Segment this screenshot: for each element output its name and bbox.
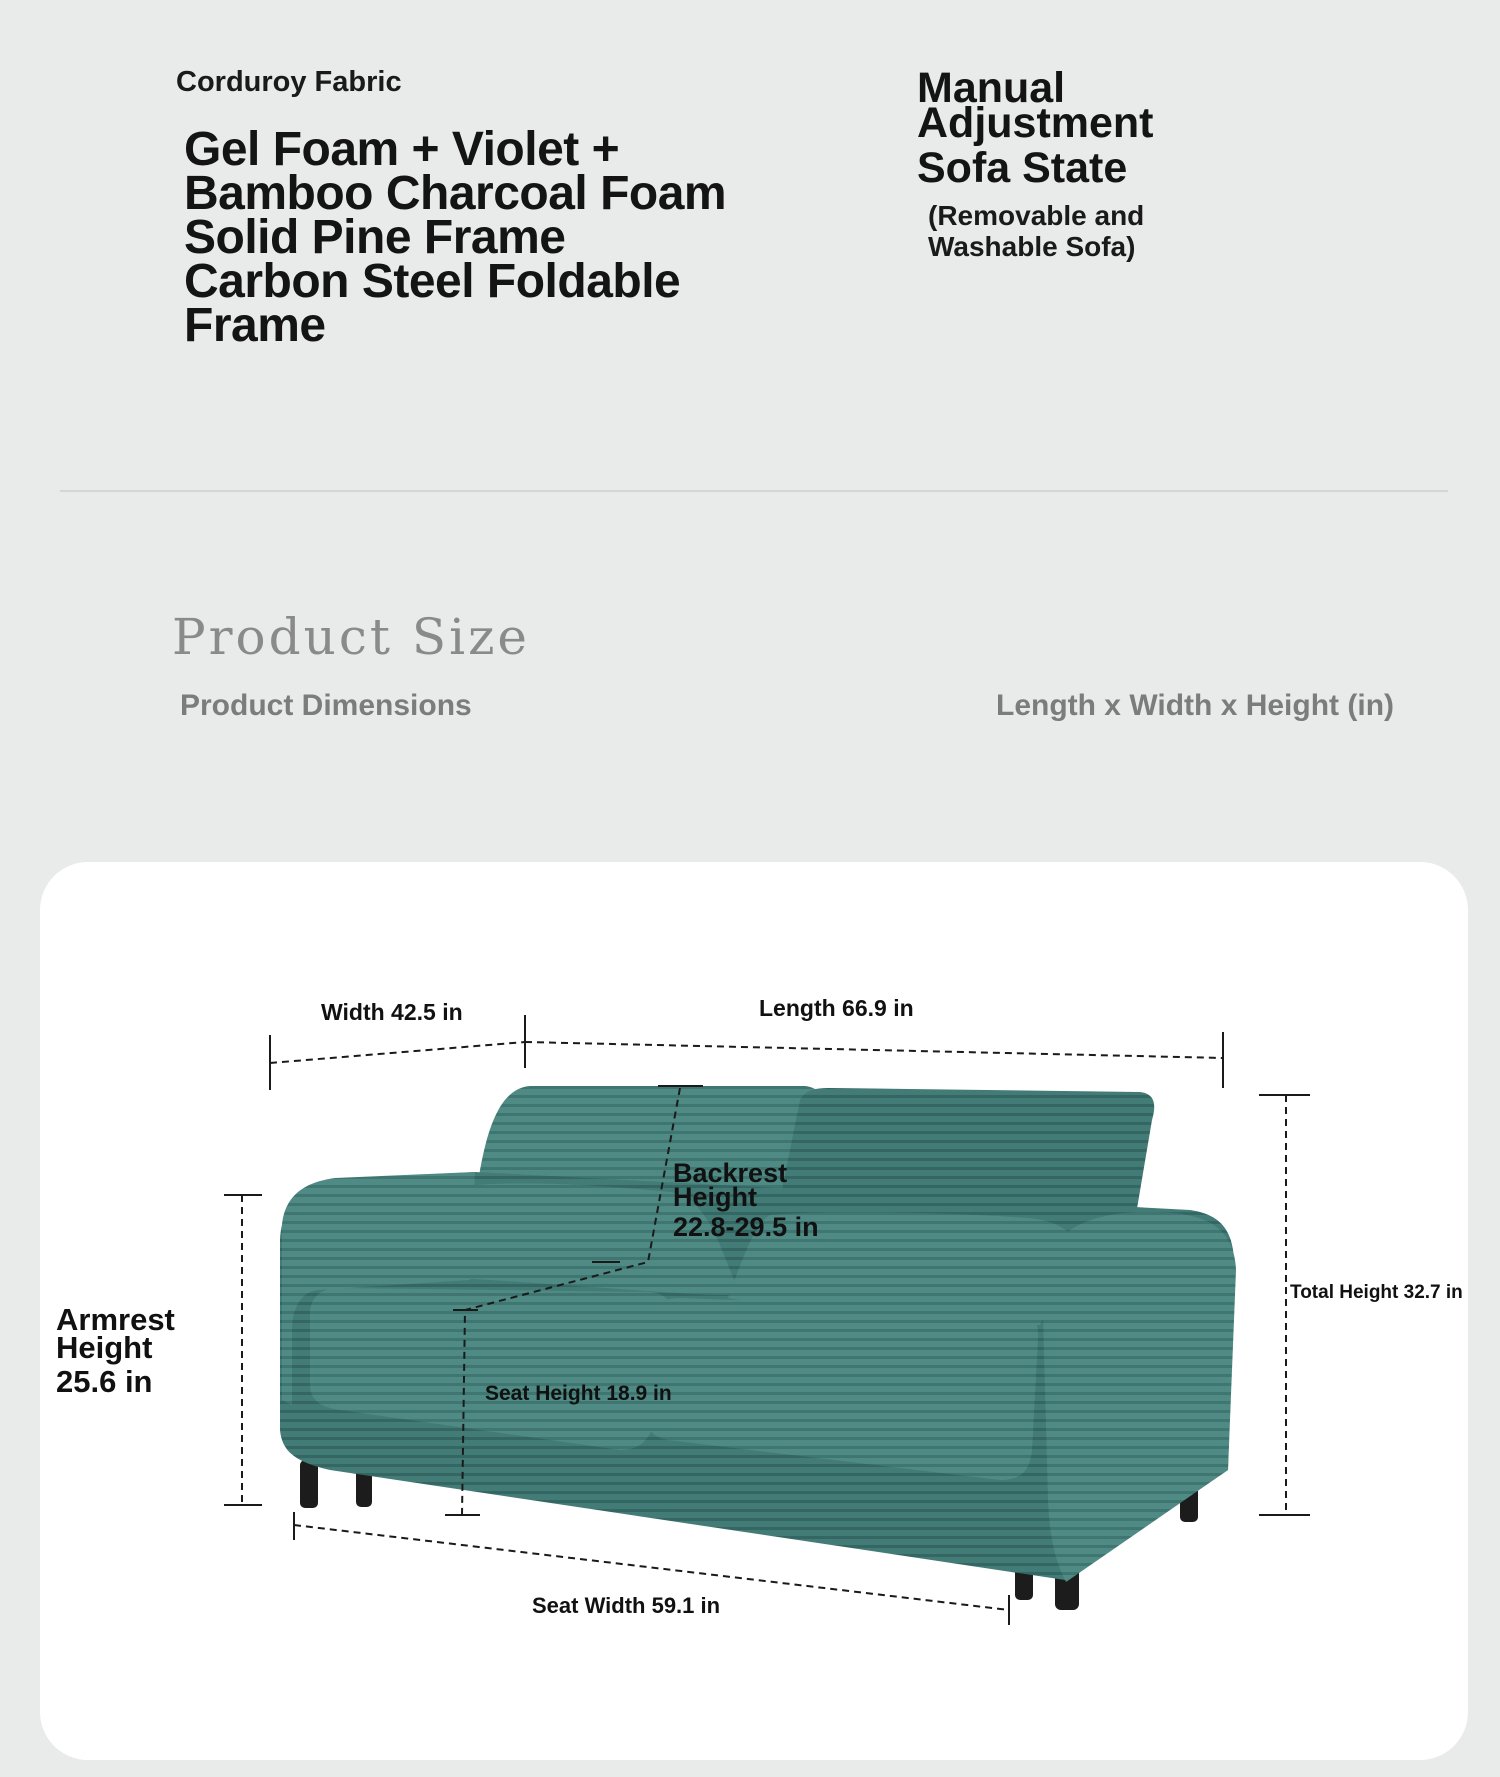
armrest-height-label xyxy=(56,1302,175,1399)
spec-line: Solid Pine Frame xyxy=(184,211,566,264)
product-dimensions-label: Product Dimensions xyxy=(180,689,472,722)
backrest-line: 22.8-29.5 in xyxy=(673,1212,819,1242)
seat-width-label: Seat Width 59.1 in xyxy=(532,1593,721,1618)
backrest-line: Backrest xyxy=(673,1158,788,1188)
backrest-height-label xyxy=(673,1158,819,1242)
length-label: Length 66.9 in xyxy=(759,995,914,1021)
spec-line: Frame xyxy=(184,299,326,352)
armrest-line: 25.6 in xyxy=(56,1364,153,1399)
state-note-line: Washable Sofa) xyxy=(928,231,1136,262)
backrest-line: Height xyxy=(673,1182,757,1212)
fabric-label: Corduroy Fabric xyxy=(176,66,402,98)
seat-height-label: Seat Height 18.9 in xyxy=(485,1382,672,1405)
spec-line: Carbon Steel Foldable xyxy=(184,255,681,308)
state-title-line: Manual xyxy=(917,64,1066,112)
armrest-line: Height xyxy=(56,1330,153,1365)
spec-line: Gel Foam + Violet + xyxy=(184,123,620,176)
section-title: Product Size xyxy=(172,608,531,666)
total-height-label: Total Height 32.7 in xyxy=(1290,1282,1463,1303)
dimension-units-label: Length x Width x Height (in) xyxy=(996,689,1395,722)
armrest-line: Armrest xyxy=(56,1302,175,1337)
width-label: Width 42.5 in xyxy=(321,999,463,1025)
state-title-line: Adjustment xyxy=(917,99,1154,147)
spec-line: Bamboo Charcoal Foam xyxy=(184,167,727,220)
state-note-line: (Removable and xyxy=(928,200,1145,231)
state-title-line: Sofa State xyxy=(917,144,1128,192)
